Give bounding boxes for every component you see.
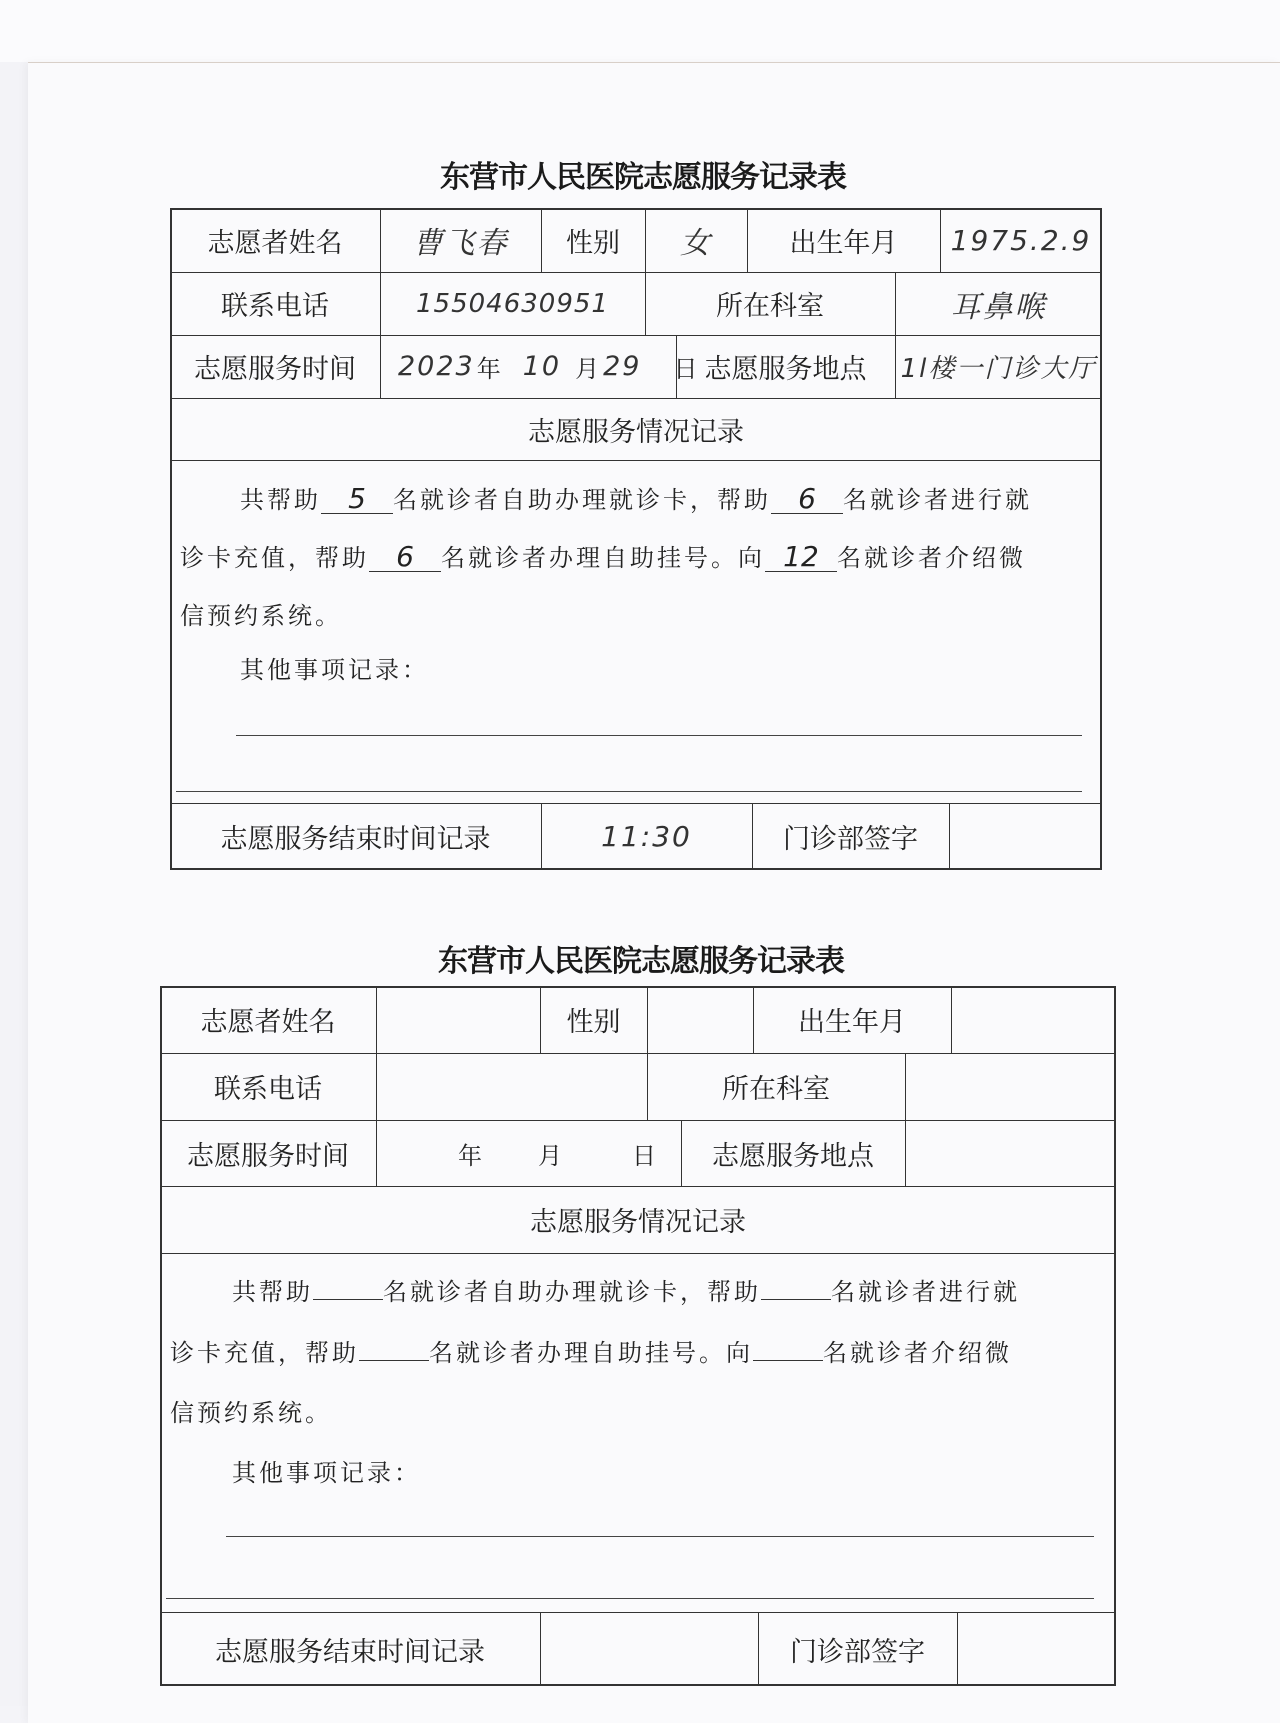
label-year: 年 — [476, 355, 501, 383]
other-notes-label: 其他事项记录： — [232, 1459, 421, 1487]
record-header: 志愿服务情况记录 — [528, 416, 744, 448]
record-text: 诊卡充值，帮助 — [180, 544, 369, 572]
value-phone[interactable] — [376, 1053, 647, 1120]
label-department: 所在科室 — [716, 291, 824, 322]
value-clinic-sign[interactable] — [957, 1612, 1116, 1686]
value-name[interactable]: 曹飞春 — [412, 226, 509, 261]
blank-count-2[interactable] — [761, 1299, 831, 1300]
form-title: 东营市人民医院志愿服务记录表 — [438, 944, 844, 979]
record-text: 名就诊者办理自助挂号。向 — [441, 544, 765, 572]
table-rule — [170, 460, 1102, 461]
label-gender: 性别 — [566, 1007, 621, 1038]
label-gender: 性别 — [566, 227, 620, 259]
label-birth: 出生年月 — [798, 1007, 906, 1038]
record-line-2 — [180, 538, 1026, 573]
value-end-time[interactable] — [540, 1612, 758, 1686]
label-name: 志愿者姓名 — [207, 227, 343, 259]
value-birth[interactable] — [951, 986, 1116, 1053]
label-department: 所在科室 — [722, 1074, 830, 1105]
blank-count-4[interactable]: 12 — [765, 543, 837, 572]
top-paper-edge — [0, 0, 1280, 62]
value-day: 29 — [603, 351, 642, 382]
blank-count-2[interactable]: 6 — [771, 485, 843, 514]
notes-line[interactable] — [226, 1536, 1094, 1537]
table-rule — [160, 1253, 1116, 1254]
label-month: 月 — [575, 355, 600, 383]
value-gender[interactable]: 女 — [680, 226, 712, 261]
record-line-1 — [240, 480, 1032, 515]
value-phone[interactable]: 15504630951 — [416, 288, 609, 319]
record-line-3: 信预约系统。 — [170, 1399, 332, 1427]
other-notes-label: 其他事项记录： — [240, 656, 429, 684]
label-clinic-sign: 门诊部签字 — [790, 1636, 925, 1668]
form-title: 东营市人民医院志愿服务记录表 — [440, 160, 846, 195]
blank-count-1[interactable] — [313, 1299, 383, 1300]
label-service-place: 志愿服务地点 — [712, 1140, 874, 1172]
value-service-date[interactable] — [380, 335, 698, 398]
label-service-time: 志愿服务时间 — [194, 354, 356, 385]
record-text: 诊卡充值，帮助 — [170, 1339, 359, 1367]
record-text: 名就诊者介绍微 — [837, 544, 1026, 572]
label-birth: 出生年月 — [789, 227, 898, 259]
label-service-place: 志愿服务地点 — [704, 354, 867, 385]
value-service-place[interactable]: 1l楼一门诊大厅 — [900, 354, 1097, 384]
blank-count-3[interactable] — [359, 1360, 429, 1361]
blank-count-1[interactable]: 5 — [321, 485, 393, 514]
record-text: 名就诊者进行就 — [831, 1278, 1020, 1306]
record-line-3: 信预约系统。 — [180, 602, 342, 630]
record-line-2 — [170, 1333, 1012, 1368]
value-service-date[interactable] — [376, 1120, 681, 1186]
value-month: 10 — [522, 351, 562, 382]
record-line-1 — [232, 1272, 1020, 1307]
value-service-place[interactable] — [905, 1120, 1116, 1186]
record-text: 共帮助 — [240, 486, 321, 514]
notes-line[interactable] — [236, 735, 1082, 736]
label-day: 日 — [673, 355, 698, 383]
value-department[interactable]: 耳鼻喉 — [950, 289, 1047, 325]
value-year: 2023 — [398, 351, 475, 382]
blank-count-4[interactable] — [753, 1360, 823, 1361]
record-text: 名就诊者介绍微 — [823, 1339, 1012, 1367]
value-birth[interactable]: 1975.2.9 — [950, 223, 1092, 257]
label-year: 年 — [458, 1141, 482, 1170]
label-name: 志愿者姓名 — [200, 1007, 336, 1038]
value-name[interactable] — [376, 986, 540, 1053]
record-text: 共帮助 — [232, 1278, 313, 1306]
value-gender[interactable] — [647, 986, 753, 1053]
label-clinic-sign: 门诊部签字 — [783, 824, 918, 855]
value-clinic-sign[interactable] — [949, 803, 1102, 870]
value-department[interactable] — [905, 1053, 1116, 1120]
record-text: 名就诊者自助办理就诊卡，帮助 — [383, 1278, 761, 1306]
label-month: 月 — [538, 1141, 562, 1170]
value-end-time[interactable]: 11:30 — [601, 820, 692, 853]
record-text: 名就诊者进行就 — [843, 486, 1032, 514]
record-header: 志愿服务情况记录 — [530, 1207, 746, 1238]
record-text: 名就诊者办理自助挂号。向 — [429, 1339, 753, 1367]
notes-line[interactable] — [166, 1598, 1094, 1599]
label-day: 日 — [632, 1141, 656, 1170]
notes-line[interactable] — [176, 791, 1082, 792]
blank-count-3[interactable]: 6 — [369, 543, 441, 572]
record-text: 名就诊者自助办理就诊卡，帮助 — [393, 486, 771, 514]
label-service-time: 志愿服务时间 — [187, 1140, 349, 1172]
label-end-time: 志愿服务结束时间记录 — [220, 824, 491, 855]
label-phone: 联系电话 — [221, 291, 329, 322]
label-phone: 联系电话 — [214, 1074, 322, 1105]
label-end-time: 志愿服务结束时间记录 — [215, 1636, 485, 1668]
